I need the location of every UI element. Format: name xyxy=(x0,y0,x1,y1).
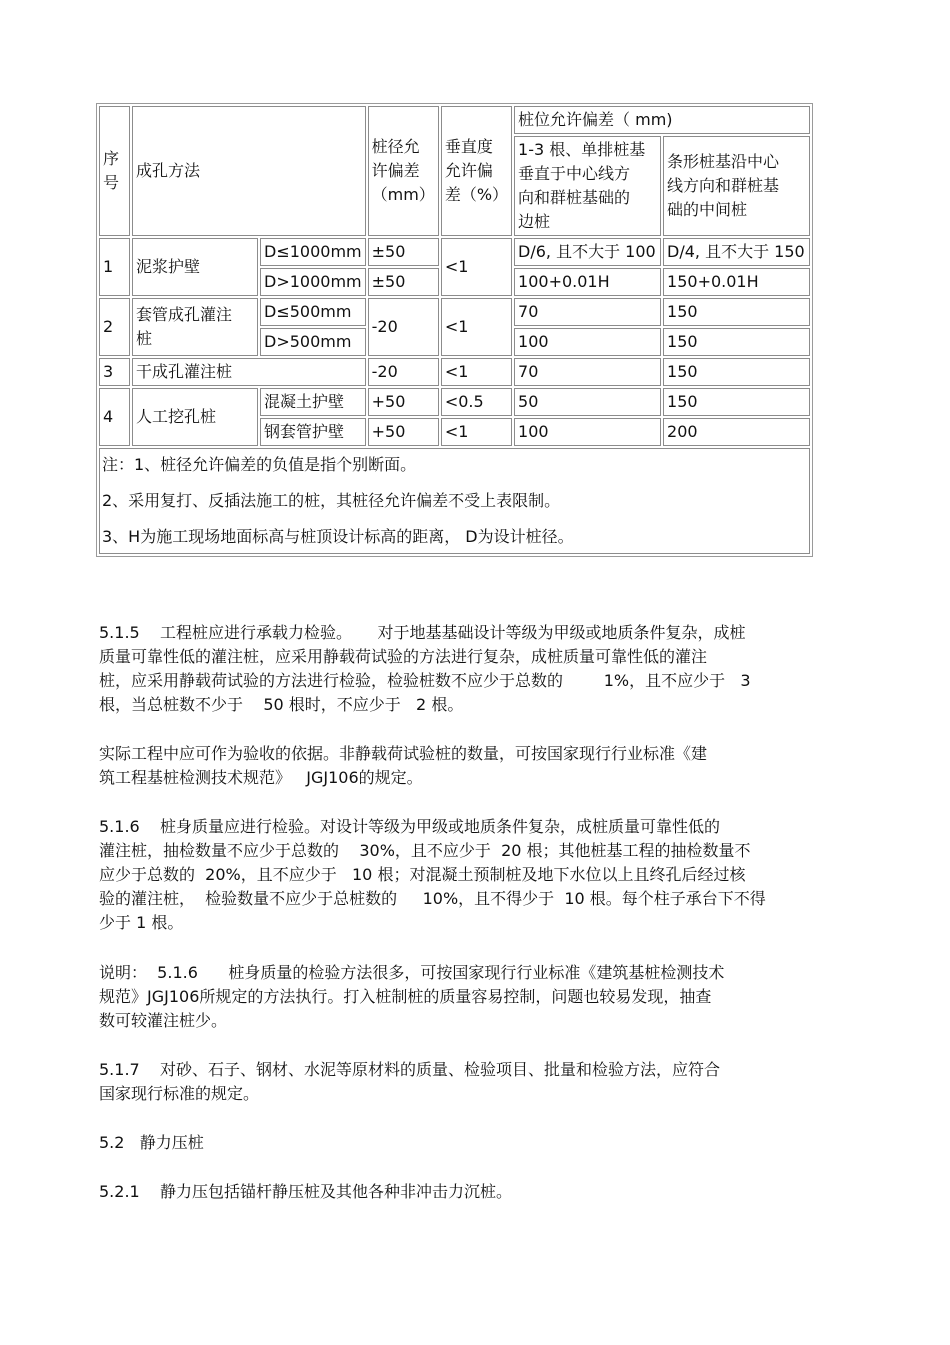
header-seq: 序 号 xyxy=(99,106,130,236)
row-diameter-1a: ±50 xyxy=(368,238,439,266)
row-seq-1: 1 xyxy=(99,238,130,296)
row-seq-2: 2 xyxy=(99,298,130,356)
header-vertical-tolerance: 垂直度 允许偏 差（%） xyxy=(441,106,512,236)
paragraph-explanation: 说明： 5.1.6 桩身质量的检验方法很多，可按国家现行行业标准《建筑基桩检测技术 规范》JGJ106所规定的方法执行。打入桩制桩的质量容易控制，问题也较易发现，抽查 数可较灌注桩少。 xyxy=(99,963,725,1030)
row-sub-4a: 混凝土护壁 xyxy=(260,388,366,416)
row-edge-1b: 100+0.01H xyxy=(514,268,661,296)
paragraph-5-1-5: 5.1.5 工程桩应进行承载力检验。 对于地基基础设计等级为甲级或地质条件复杂，成桩 质量可靠性低的灌注桩，应采用静载荷试验的方法进行复杂，成桩质量可靠性低的灌注 桩，应采用静载荷试验的方法进行检验，检验桩数不应少于总数的 1%，且不应少于 3 根，当总桩数不少于 50 根时，不应少于 2 根。 xyxy=(99,623,751,714)
pile-tolerance-table xyxy=(96,103,813,557)
paragraph-5-1-7: 5.1.7 对砂、石子、钢材、水泥等原材料的质量、检验项目、批量和检验方法，应符合 国家现行标准的规定。 xyxy=(99,1060,721,1103)
paragraph-practice: 实际工程中应可作为验收的依据。非静载荷试验桩的数量，可按国家现行行业标准《建 筑工程基桩检测技术规范》 JGJ106的规定。 xyxy=(99,744,708,787)
row-edge-3: 70 xyxy=(514,358,661,386)
row-sub-1b: D>1000mm xyxy=(260,268,366,296)
header-diameter-tolerance: 桩径允 许偏差 （mm） xyxy=(368,106,439,236)
row-middle-1a: D/4, 且不大于 150 xyxy=(663,238,810,266)
row-seq-4: 4 xyxy=(99,388,130,446)
row-method-3: 干成孔灌注桩 xyxy=(132,358,366,386)
row-edge-1a: D/6, 且不大于 100 xyxy=(514,238,661,266)
row-seq-3: 3 xyxy=(99,358,130,386)
pile-tolerance-table-wrapper xyxy=(96,103,813,557)
row-vertical-4a: <0.5 xyxy=(441,388,512,416)
row-vertical-2: <1 xyxy=(441,298,512,356)
row-method-4: 人工挖孔桩 xyxy=(132,388,258,446)
row-edge-2a: 70 xyxy=(514,298,661,326)
row-diameter-4a: +50 xyxy=(368,388,439,416)
table-note-3: 3、H为施工现场地面标高与桩顶设计标高的距离， D为设计桩径。 xyxy=(102,527,574,546)
row-sub-1a: D≤1000mm xyxy=(260,238,366,266)
paragraph-5-1-6: 5.1.6 桩身质量应进行检验。对设计等级为甲级或地质条件复杂，成桩质量可靠性低的 灌注桩，抽检数量不应少于总数的 30%，且不应少于 20 根；其他桩基工程的抽检数量不 应少于总数的 20%，且不应少于 10 根；对混凝土预制桩及地下水位以上且终孔后经过核 验的灌注桩， 检验数量不应少于总桩数的 10%，且不得少于 10 根。每个柱子承台下不得 少于 1 根。 xyxy=(99,817,766,932)
row-middle-3: 150 xyxy=(663,358,810,386)
row-middle-2b: 150 xyxy=(663,328,810,356)
row-method-2: 套管成孔灌注 桩 xyxy=(132,298,258,356)
section-heading-5-2: 5.2 静力压桩 xyxy=(99,1133,204,1152)
row-sub-2b: D>500mm xyxy=(260,328,366,356)
row-middle-4b: 200 xyxy=(663,418,810,446)
row-middle-4a: 150 xyxy=(663,388,810,416)
table-note-1: 注：1、桩径允许偏差的负值是指个别断面。 xyxy=(102,455,417,474)
row-method-1: 泥浆护壁 xyxy=(132,238,258,296)
header-method: 成孔方法 xyxy=(132,106,366,236)
row-vertical-1: <1 xyxy=(441,238,512,296)
header-position-tolerance: 桩位允许偏差（ mm) xyxy=(514,106,810,134)
row-edge-4b: 100 xyxy=(514,418,661,446)
row-middle-1b: 150+0.01H xyxy=(663,268,810,296)
row-middle-2a: 150 xyxy=(663,298,810,326)
header-middle-piles: 条形桩基沿中心 线方向和群桩基 础的中间桩 xyxy=(663,136,810,236)
row-diameter-2: -20 xyxy=(368,298,439,356)
row-sub-4b: 钢套管护壁 xyxy=(260,418,366,446)
row-diameter-3: -20 xyxy=(368,358,439,386)
table-note-2: 2、采用复打、反插法施工的桩，其桩径允许偏差不受上表限制。 xyxy=(102,491,561,510)
paragraph-5-2-1: 5.2.1 静力压包括锚杆静压桩及其他各种非冲击力沉桩。 xyxy=(99,1182,513,1201)
row-vertical-3: <1 xyxy=(441,358,512,386)
row-edge-4a: 50 xyxy=(514,388,661,416)
table-notes xyxy=(99,448,810,554)
row-diameter-1b: ±50 xyxy=(368,268,439,296)
row-sub-2a: D≤500mm xyxy=(260,298,366,326)
row-vertical-4b: <1 xyxy=(441,418,512,446)
row-edge-2b: 100 xyxy=(514,328,661,356)
row-diameter-4b: +50 xyxy=(368,418,439,446)
header-edge-piles: 1-3 根、单排桩基 垂直于中心线方 向和群桩基础的 边桩 xyxy=(514,136,661,236)
